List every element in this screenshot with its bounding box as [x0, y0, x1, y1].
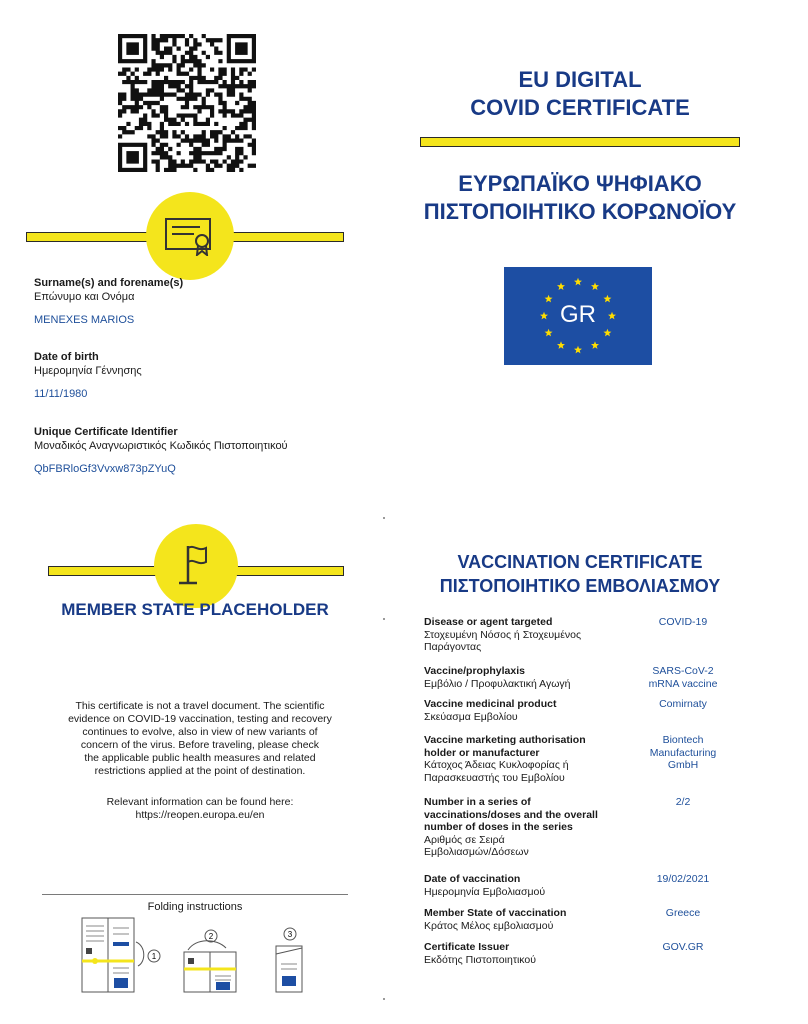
eu-title-gr-line: ΕΥΡΩΠΑΪΚΟ ΨΗΦΙΑΚΟ [458, 171, 702, 196]
row-value: GmbH [667, 759, 699, 771]
flag-circle [154, 524, 238, 608]
name-label-gr: Επώνυμο και Ονόμα [34, 291, 135, 303]
row-label-gr: Παράγοντας [424, 641, 482, 653]
row-manufacturer [424, 734, 624, 784]
row-label: Vaccine medicinal product [424, 698, 557, 710]
row-label-gr: Εμβολιασμών/Δόσεων [424, 846, 529, 858]
dob-label-gr: Ημερομηνία Γέννησης [34, 365, 142, 377]
eu-title-gr [400, 170, 760, 226]
row-label-gr: Αριθμός σε Σειρά [424, 833, 505, 846]
notice-line: the applicable public health measures and related [84, 752, 316, 764]
row-value: GOV.GR [662, 941, 704, 953]
row-disease-value [628, 616, 738, 629]
row-label-gr: Σκεύασμα Εμβολίου [424, 710, 518, 723]
info-line: Relevant information can be found here: [106, 796, 294, 808]
row-label: vaccinations/doses and the overall [424, 808, 598, 821]
row-label-gr: Κάτοχος Άδειας Κυκλοφορίας ή [424, 759, 569, 771]
info-link[interactable]: https://reopen.europa.eu/en [135, 809, 265, 821]
folding-diagram [76, 914, 332, 998]
row-label: Disease or agent targeted [424, 616, 553, 628]
notice-line: restrictions applied at the point of destination. [94, 765, 306, 777]
row-label: holder or manufacturer [424, 746, 540, 759]
fold-step-number: 3 [287, 930, 293, 939]
row-label-gr: Στοχευμένη Νόσος ή Στοχευμένος [424, 628, 582, 641]
row-label-gr: Παρασκευαστής του Εμβολίου [424, 771, 565, 784]
flag-icon [176, 542, 216, 590]
row-value: mRNA vaccine [648, 677, 718, 690]
row-value: SARS-CoV-2 [652, 665, 714, 677]
row-value: Comirnaty [659, 698, 707, 710]
row-doses-value [628, 796, 738, 809]
info-text [56, 796, 344, 822]
vaccination-title [410, 550, 750, 598]
separator-dot [383, 517, 385, 519]
notice-line: continues to evolve, also in view of new variants of [82, 726, 318, 738]
row-product [424, 698, 624, 723]
fold-step-number: 2 [208, 932, 214, 941]
eu-title-line: COVID CERTIFICATE [470, 95, 690, 120]
qr-code [118, 34, 256, 172]
fold-step-1 [82, 918, 160, 992]
eu-star [574, 346, 582, 354]
row-value: Biontech [662, 734, 704, 746]
dob-value: 11/11/1980 [34, 388, 88, 400]
row-value: 2/2 [675, 796, 691, 808]
eu-star [545, 329, 553, 337]
fold-step-3 [276, 928, 302, 992]
eu-star [591, 282, 599, 290]
row-label: Date of vaccination [424, 873, 521, 885]
vaccination-title-line: VACCINATION CERTIFICATE [457, 552, 703, 572]
row-label: Member State of vaccination [424, 907, 567, 919]
notice-text [56, 700, 344, 778]
row-label-gr: Κράτος Μέλος εμβολιασμού [424, 919, 554, 932]
eu-flag [504, 267, 652, 365]
eu-star [574, 278, 582, 286]
certificate-circle [146, 192, 234, 280]
name-value: MENEXES MARIOS [34, 314, 135, 326]
eu-star [591, 341, 599, 349]
eu-star [557, 341, 565, 349]
uci-label: Unique Certificate Identifier [34, 426, 178, 438]
fold-step-2 [184, 930, 236, 992]
divider [42, 894, 348, 895]
country-code: GR [560, 301, 596, 328]
row-member-state-value [628, 907, 738, 920]
eu-title-line: EU DIGITAL [518, 67, 642, 92]
eu-title-gr-line: ΠΙΣΤΟΠΟΙΗΤΙΚΟ ΚΟΡΩΝΟΪΟΥ [423, 199, 737, 224]
eu-star [603, 329, 611, 337]
notice-line: This certificate is not a travel document. The scientific [75, 700, 325, 712]
row-label: Certificate Issuer [424, 941, 510, 953]
row-issuer [424, 941, 624, 966]
row-value: COVID-19 [658, 616, 708, 628]
row-doses [424, 796, 624, 859]
notice-line: evidence on COVID-19 vaccination, testing and recovery [68, 713, 332, 725]
row-value: Greece [665, 907, 701, 919]
certificate-icon [164, 216, 216, 256]
row-member-state [424, 907, 624, 932]
eu-title [420, 66, 740, 122]
row-manufacturer-value [628, 734, 738, 772]
row-label-gr: Εκδότης Πιστοποιητικού [424, 953, 537, 966]
yellow-band-title [420, 137, 740, 147]
separator-dot [383, 618, 385, 620]
row-date [424, 873, 624, 898]
row-vaccine [424, 665, 624, 690]
row-date-value [628, 873, 738, 886]
row-label: number of doses in the series [424, 821, 573, 833]
row-label: Vaccine/prophylaxis [424, 665, 525, 677]
row-vaccine-value [628, 665, 738, 690]
separator-dot [383, 998, 385, 1000]
folding-instructions-title: Folding instructions [147, 901, 243, 913]
row-label-gr: Ημερομηνία Εμβολιασμού [424, 885, 546, 898]
row-product-value [628, 698, 738, 711]
row-label-gr: Εμβόλιο / Προφυλακτική Αγωγή [424, 677, 571, 690]
row-issuer-value [628, 941, 738, 954]
row-label: Vaccine marketing authorisation [424, 734, 586, 746]
uci-label-gr: Μοναδικός Αναγνωριστικός Κωδικός Πιστοποιητικού [34, 440, 288, 452]
eu-star [557, 282, 565, 290]
fold-step-number: 1 [151, 952, 157, 961]
row-value: Manufacturing [649, 746, 717, 759]
row-disease [424, 616, 624, 654]
notice-line: concern of the virus. Before traveling, please check [80, 739, 320, 751]
member-state-placeholder: MEMBER STATE PLACEHOLDER [61, 600, 329, 619]
name-label: Surname(s) and forename(s) [34, 277, 184, 289]
vaccination-title-gr: ΠΙΣΤΟΠΟΙΗΤΙΚΟ ΕΜΒΟΛΙΑΣΜΟΥ [439, 576, 721, 596]
uci-value: QbFBRloGf3Vvxw873pZYuQ [34, 463, 176, 475]
dob-label: Date of birth [34, 351, 99, 363]
row-label: Number in a series of [424, 796, 531, 808]
row-value: 19/02/2021 [656, 873, 710, 885]
